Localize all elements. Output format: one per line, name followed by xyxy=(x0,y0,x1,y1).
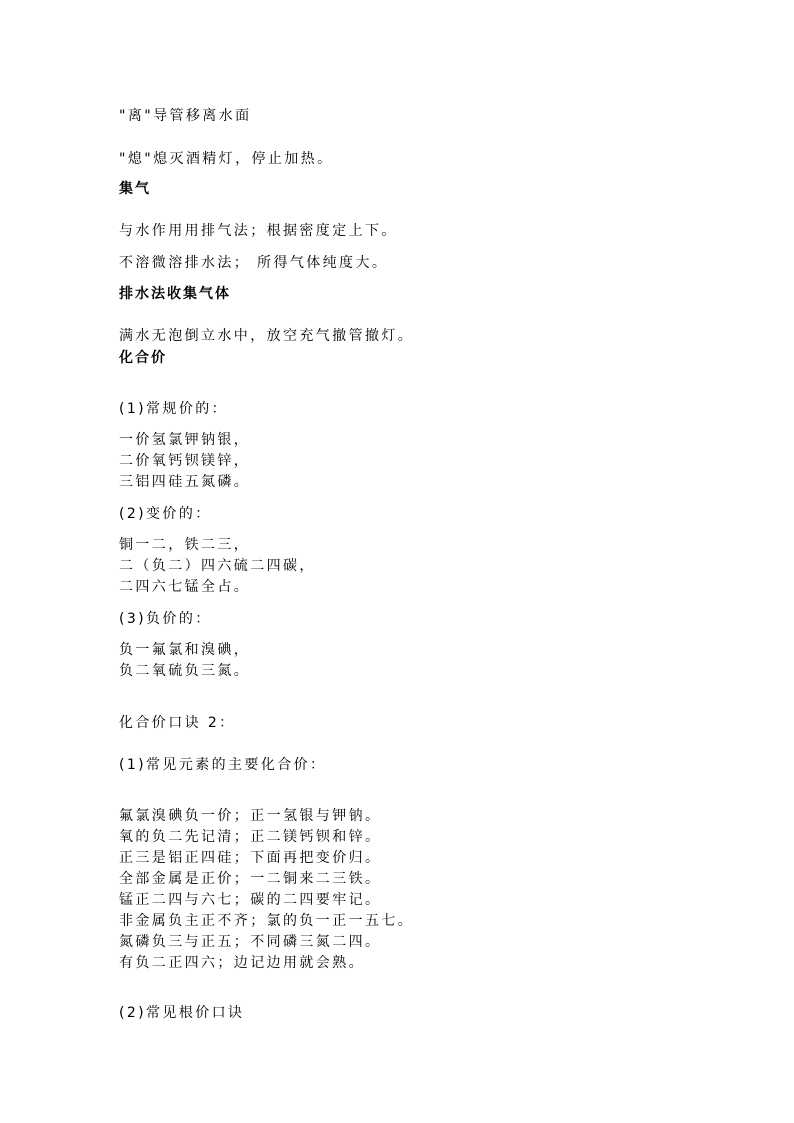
step-xi-text: "熄"熄灭酒精灯，停止加热。 xyxy=(119,151,334,167)
variable-valence-line-2: 二（负二）四六硫二四碳， xyxy=(119,558,316,574)
main-valence-line-3: 正三是铝正四硅；下面再把变价归。 xyxy=(119,850,382,866)
radical-valence-title: (2)常见根价口诀 xyxy=(119,1005,245,1021)
water-displacement-line-1: 满水无泡倒立水中，放空充气撤管撤灯。 xyxy=(119,328,415,344)
variable-valence-line-1: 铜一二，铁二三， xyxy=(119,537,251,553)
mnemonic-2-title: 化合价口诀 2： xyxy=(119,715,236,731)
gas-collection-heading: 集气 xyxy=(119,181,151,197)
main-valence-line-6: 非金属负主正不齐；氯的负一正一五七。 xyxy=(119,913,415,929)
regular-valence-line-3: 三铝四硅五氮磷。 xyxy=(119,474,251,490)
negative-valence-title: (3)负价的： xyxy=(119,611,212,627)
gas-collection-line-1: 与水作用用排气法；根据密度定上下。 xyxy=(119,223,398,239)
negative-valence-line-1: 负一氟氯和溴碘， xyxy=(119,642,251,658)
main-valence-line-2: 氧的负二先记清；正二镁钙钡和锌。 xyxy=(119,829,382,845)
negative-valence-line-2: 负二氧硫负三氮。 xyxy=(119,663,251,679)
main-valence-line-8: 有负二正四六；边记边用就会熟。 xyxy=(119,955,365,971)
gas-collection-line-2: 不溶微溶排水法； 所得气体纯度大。 xyxy=(119,255,389,271)
water-displacement-heading: 排水法收集气体 xyxy=(119,286,231,302)
main-valence-title: (1)常见元素的主要化合价： xyxy=(119,757,327,773)
main-valence-line-5: 锰正二四与六七；碳的二四要牢记。 xyxy=(119,892,382,908)
main-valence-line-7: 氮磷负三与正五；不同磷三氮二四。 xyxy=(119,934,382,950)
step-li-text: "离"导管移离水面 xyxy=(119,108,252,124)
regular-valence-line-2: 二价氧钙钡镁锌， xyxy=(119,453,251,469)
main-valence-line-4: 全部金属是正价；一二铜来二三铁。 xyxy=(119,871,382,887)
regular-valence-line-1: 一价氢氯钾钠银， xyxy=(119,432,251,448)
main-valence-line-1: 氟氯溴碘负一价；正一氢银与钾钠。 xyxy=(119,808,382,824)
regular-valence-title: (1)常规价的： xyxy=(119,401,229,417)
variable-valence-title: (2)变价的： xyxy=(119,506,212,522)
valence-heading: 化合价 xyxy=(119,350,167,366)
variable-valence-line-3: 二四六七锰全占。 xyxy=(119,579,251,595)
